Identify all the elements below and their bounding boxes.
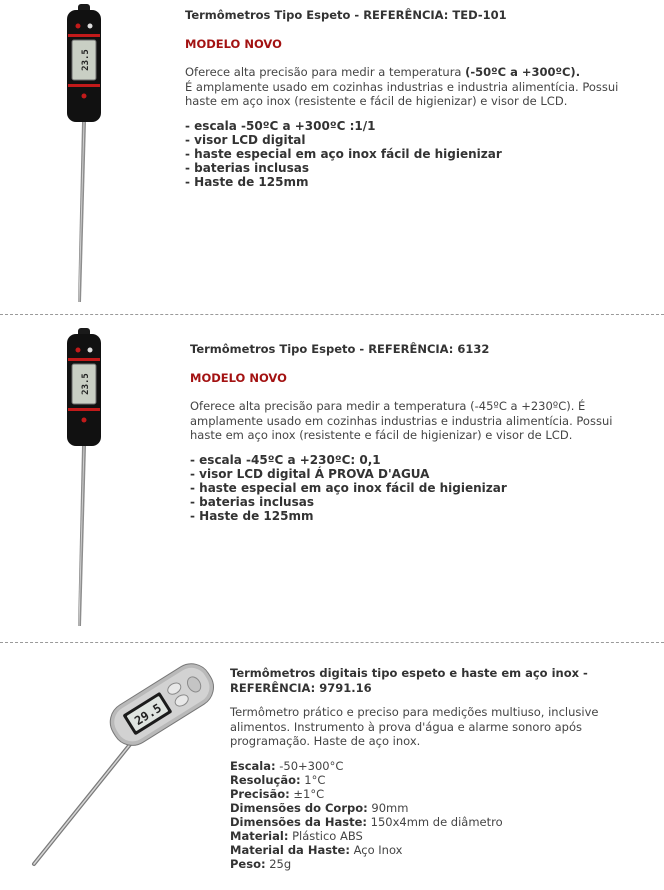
product-ted-101 xyxy=(0,0,664,314)
product-subtitle: MODELO NOVO xyxy=(190,370,287,385)
product-description: Termômetro prático e preciso para medições multiuso, inclusive alimentos. Instrumento à prova d'água e alarme sonoro após programação. Haste de aço inox. xyxy=(230,705,599,748)
feature-list xyxy=(185,119,645,189)
spec-item: Material da Haste: Aço Inox xyxy=(230,842,403,857)
section-divider xyxy=(0,314,664,315)
feature-item: - Haste de 125mm xyxy=(190,508,314,523)
feature-item: - visor LCD digital Á PROVA D'AGUA xyxy=(190,466,430,481)
spec-item: Escala: -50+300°C xyxy=(230,758,344,773)
feature-item: - baterias inclusas xyxy=(190,494,314,509)
spec-list xyxy=(230,759,660,871)
spec-item: Resolução: 1°C xyxy=(230,772,326,787)
section-divider xyxy=(0,642,664,643)
digital-thermometer-image xyxy=(20,660,220,884)
feature-item: - haste especial em aço inox fácil de higienizar xyxy=(190,480,507,495)
thermometer-probe-image xyxy=(34,328,124,630)
feature-item: - escala -45ºC a +230ºC: 0,1 xyxy=(190,452,381,467)
spec-item: Peso: 25g xyxy=(230,856,292,871)
feature-item: - visor LCD digital xyxy=(185,132,306,147)
lcd-display: 23.5 xyxy=(81,373,91,395)
feature-item: - haste especial em aço inox fácil de higienizar xyxy=(185,146,502,161)
product-description: Oferece alta precisão para medir a temperatura (-45ºC a +230ºC). É amplamente usado em cozinhas industrias e industria alimentícia. Possui haste em aço inox (resistente e fácil de higienizar) e visor de LCD. xyxy=(190,399,613,442)
product-6132 xyxy=(0,316,664,642)
product-9791-16 xyxy=(0,644,664,890)
spec-item: Dimensões da Haste: 150x4mm de diâmetro xyxy=(230,814,503,829)
spec-item: Material: Plástico ABS xyxy=(230,828,363,843)
product-description: Oferece alta precisão para medir a temperatura (-50ºC a +300ºC). É amplamente usado em cozinhas industrias e industria alimentícia. Possui haste em aço inox (resistente e fácil de higienizar) e visor de LCD. xyxy=(185,65,619,108)
lcd-display: 23.5 xyxy=(81,49,91,71)
feature-list xyxy=(190,453,645,523)
feature-item: - baterias inclusas xyxy=(185,160,309,175)
feature-item: - Haste de 125mm xyxy=(185,174,309,189)
thermometer-probe-image xyxy=(34,4,124,306)
product-title: Termômetros Tipo Espeto - REFERÊNCIA: TED-101 xyxy=(185,8,507,22)
product-title: Termômetros digitais tipo espeto e haste em aço inox - REFERÊNCIA: 9791.16 xyxy=(230,666,588,695)
product-subtitle: MODELO NOVO xyxy=(185,36,282,51)
spec-item: Dimensões do Corpo: 90mm xyxy=(230,800,409,815)
product-title: Termômetros Tipo Espeto - REFERÊNCIA: 6132 xyxy=(190,342,490,356)
feature-item: - escala -50ºC a +300ºC :1/1 xyxy=(185,118,376,133)
lcd-display: 29.5 xyxy=(132,700,164,729)
spec-item: Precisão: ±1°C xyxy=(230,786,325,801)
